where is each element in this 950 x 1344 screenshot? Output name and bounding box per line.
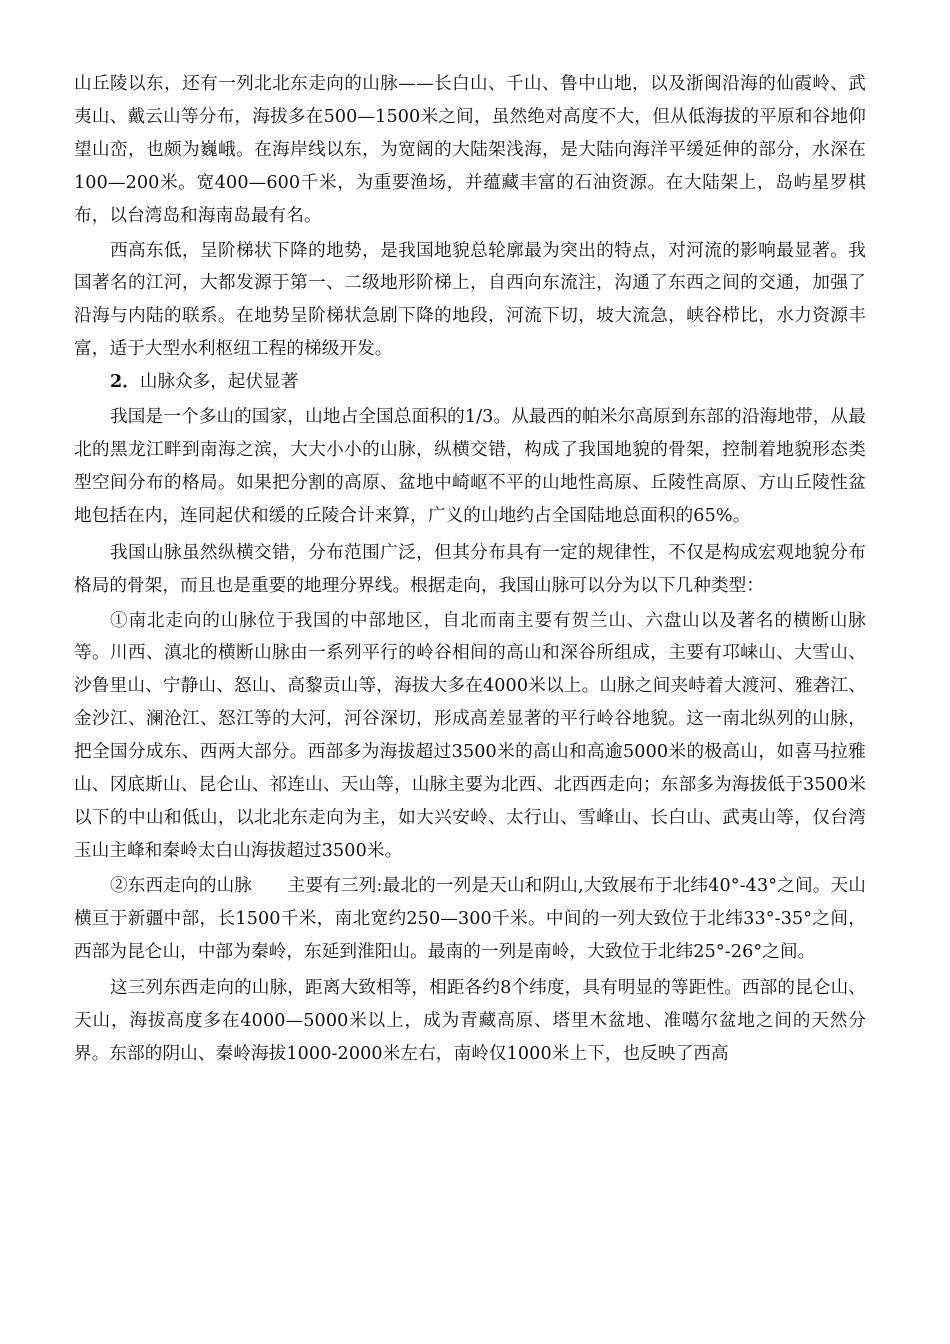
paragraph-east-west-ranges: ②东西走向的山脉 主要有三列:最北的一列是天山和阴山,大致展布于北纬40°-43°之间。天山横亘于新疆中部，长1500千米，南北宽约250—300千米。中间的一列大致位于北纬33°-35°之间，西部为昆仑山，中部为秦岭，东延到淮阳山。最南的一列是南岭，大致位于北纬25°-26°之间。 [74, 875, 866, 962]
paragraph-mountain-patterns: 我国山脉虽然纵横交错，分布范围广泛，但其分布具有一定的规律性，不仅是构成宏观地貌分布格局的骨架，而且也是重要的地理分界线。根据走向，我国山脉可以分为以下几种类型： [74, 542, 866, 596]
paragraph-terrain-steps: 西高东低，呈阶梯状下降的地势，是我国地貌总轮廓最为突出的特点，对河流的影响最显著。我国著名的江河，大都发源于第一、二级地形阶梯上，自西向东流注，沟通了东西之间的交通，加强了沿海与内陆的联系。在地势呈阶梯状急剧下降的地段，河流下切，坡大流急，峡谷栉比，水力资源丰富，适于大型水利枢纽工程的梯级开发。 [74, 240, 866, 360]
section-title: 山脉众多，起伏显著 [139, 372, 299, 393]
section-number: 2． [110, 371, 140, 393]
paragraph-continuation: 山丘陵以东，还有一列北北东走向的山脉——长白山、千山、鲁中山地，以及浙闽沿海的仙霞岭、武夷山、戴云山等分布，海拔多在500—1500米之间，虽然绝对高度不大，但从低海拔的平原和谷地仰望山峦，也颇为巍峨。在海岸线以东，为宽阔的大陆架浅海，是大陆向海洋平缓延伸的部分，水深在100—200米。宽400—600千米，为重要渔场，并蕴藏丰富的石油资源。在大陆架上，岛屿星罗棋布，以台湾岛和海南岛最有名。 [74, 74, 866, 226]
paragraph-mountainous-country: 我国是一个多山的国家，山地占全国总面积的1/3。从最西的帕米尔高原到东部的沿海地带，从最北的黑龙江畔到南海之滨，大大小小的山脉，纵横交错，构成了我国地貌的骨架，控制着地貌形态类型空间分布的格局。如果把分割的高原、盆地中崎岖不平的山地性高原、丘陵性高原、方山丘陵性盆地包括在内，连同起伏和缓的丘陵合计来算，广义的山地约占全国陆地总面积的65%。 [74, 407, 866, 526]
document-page [74, 68, 866, 1071]
paragraph-three-ranges: 这三列东西走向的山脉，距离大致相等，相距各约8个纬度，具有明显的等距性。西部的昆仑山、天山，海拔高度多在4000—5000米以上，成为青藏高原、塔里木盆地、准噶尔盆地之间的天然分界。东部的阴山、秦岭海拔1000-2000米左右，南岭仅1000米上下，也反映了西高 [74, 978, 866, 1065]
paragraph-north-south-ranges: ①南北走向的山脉位于我国的中部地区，自北而南主要有贺兰山、六盘山以及著名的横断山脉等。川西、滇北的横断山脉由一系列平行的岭谷相间的高山和深谷所组成，主要有邛崃山、大雪山、沙鲁里山、宁静山、怒山、高黎贡山等，海拔大多在4000米以上。山脉之间夹峙着大渡河、雅砻江、金沙江、澜沧江、怒江等的大河，河谷深切，形成高差显著的平行岭谷地貌。这一南北纵列的山脉，把全国分成东、西两大部分。西部多为海拔超过3500米的高山和高逾5000米的极高山，如喜马拉雅山、冈底斯山、昆仑山、祁连山、天山等，山脉主要为北西、北西西走向；东部多为海拔低于3500米以下的中山和低山，以北北东走向为主，如大兴安岭、太行山、雪峰山、长白山、武夷山等，仅台湾玉山主峰和秦岭太白山海拔超过3500米。 [74, 610, 866, 861]
section-heading [74, 366, 866, 399]
